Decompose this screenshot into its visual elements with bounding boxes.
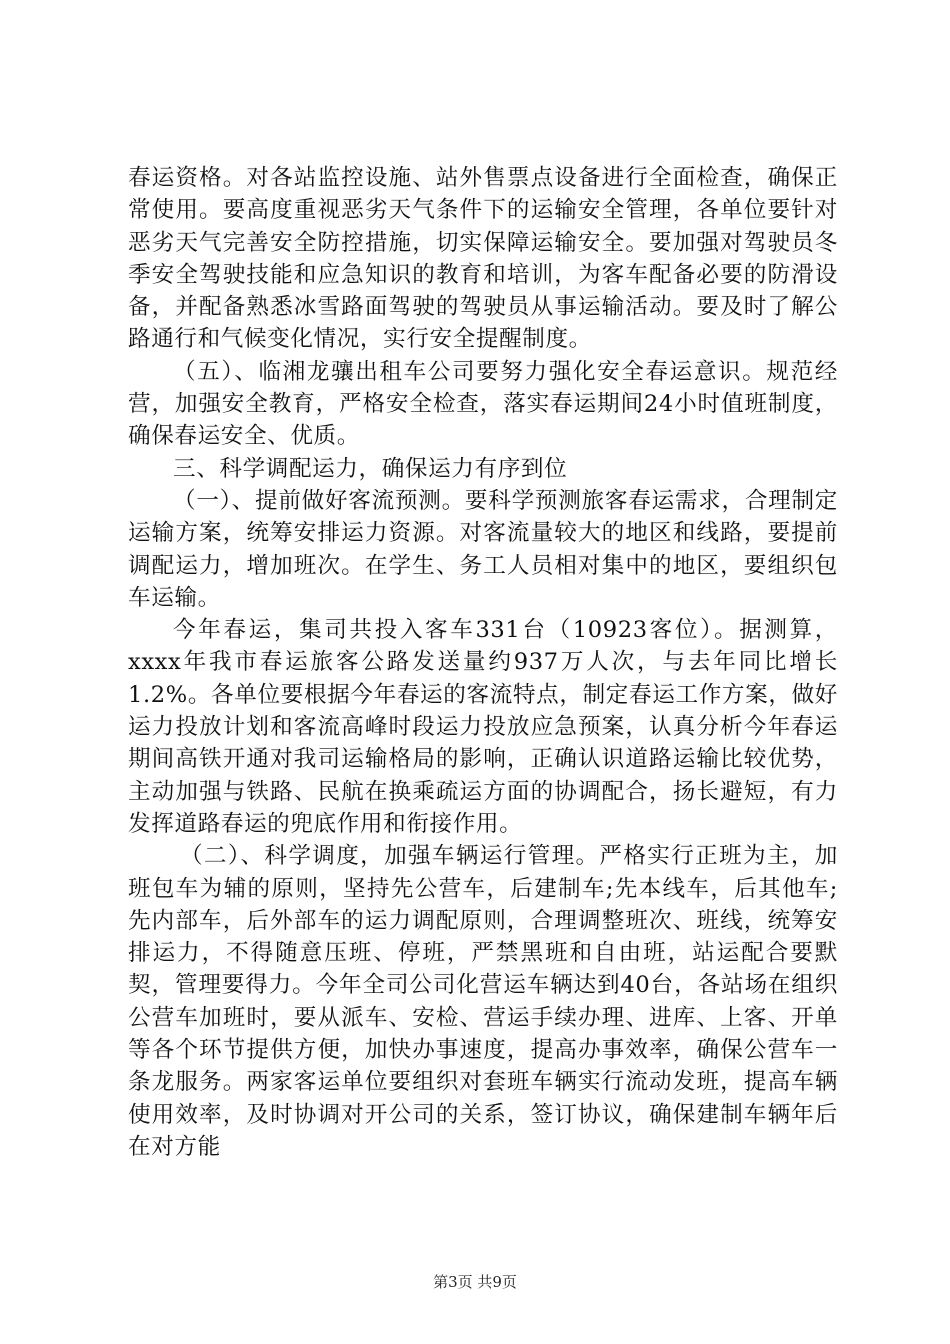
page-number-footer: 第3页 共9页 (433, 1273, 517, 1291)
paragraph-capacity-statistics: 今年春运，集司共投入客车331台（10923客位）。据测算，xxxx年我市春运旅客公路发送量约937万人次，与去年同比增长1.2%。各单位要根据今年春运的客流特点，制定春运工作方案，做好运力投放计划和客流高峰时段运力投放应急预案，认真分析今年春运期间高铁开通对我司运输格局的影响，正确认识道路运输比较优势，主动加强与铁路、民航在换乘疏运方面的协调配合，扬长避短，有力发挥道路春运的兜底作用和衔接作用。 (128, 617, 838, 837)
paragraph-safety-measures: 春运资格。对各站监控设施、站外售票点设备进行全面检查，确保正常使用。要高度重视恶劣天气条件下的运输安全管理，各单位要针对恶劣天气完善安全防控措施，切实保障运输安全。要加强对驾驶员冬季安全驾驶技能和应急知识的教育和培训，为客车配备必要的防滑设备，并配备熟悉冰雪路面驾驶的驾驶员从事运输活动。要及时了解公路通行和气候变化情况，实行安全提醒制度。 (128, 165, 838, 353)
paragraph-vehicle-scheduling: （二）、科学调度，加强车辆运行管理。严格实行正班为主，加班包车为辅的原则，坚持先公营车，后建制车;先本线车，后其他车;先内部车，后外部车的运力调配原则，合理调整班次、班线，统筹安排运力，不得随意压班、停班，严禁黑班和自由班，站运配合要默契，管理要得力。今年全司公司化营运车辆达到40台，各站场在组织公营车加班时，要从派车、安检、营运手续办理、进库、上客、开单等各个环节提供方便，加快办事速度，提高办事效率，确保公营车一条龙服务。两家客运单位要组织对套班车辆实行流动发班，提高车辆使用效率，及时协调对开公司的关系，签订协议，确保建制车辆年后在对方能 (128, 843, 838, 1160)
section-heading-three: 三、科学调配运力，确保运力有序到位 (173, 455, 568, 482)
document-body (128, 162, 838, 1163)
paragraph-passenger-forecast: （一）、提前做好客流预测。要科学预测旅客春运需求，合理制定运输方案，统筹安排运力资源。对客流量较大的地区和线路，要提前调配运力，增加班次。在学生、务工人员相对集中的地区，要组织包车运输。 (128, 487, 838, 611)
paragraph-taxi-company: （五）、临湘龙骧出租车公司要努力强化安全春运意识。规范经营，加强安全教育，严格安全检查，落实春运期间24小时值班制度，确保春运安全、优质。 (128, 358, 838, 450)
